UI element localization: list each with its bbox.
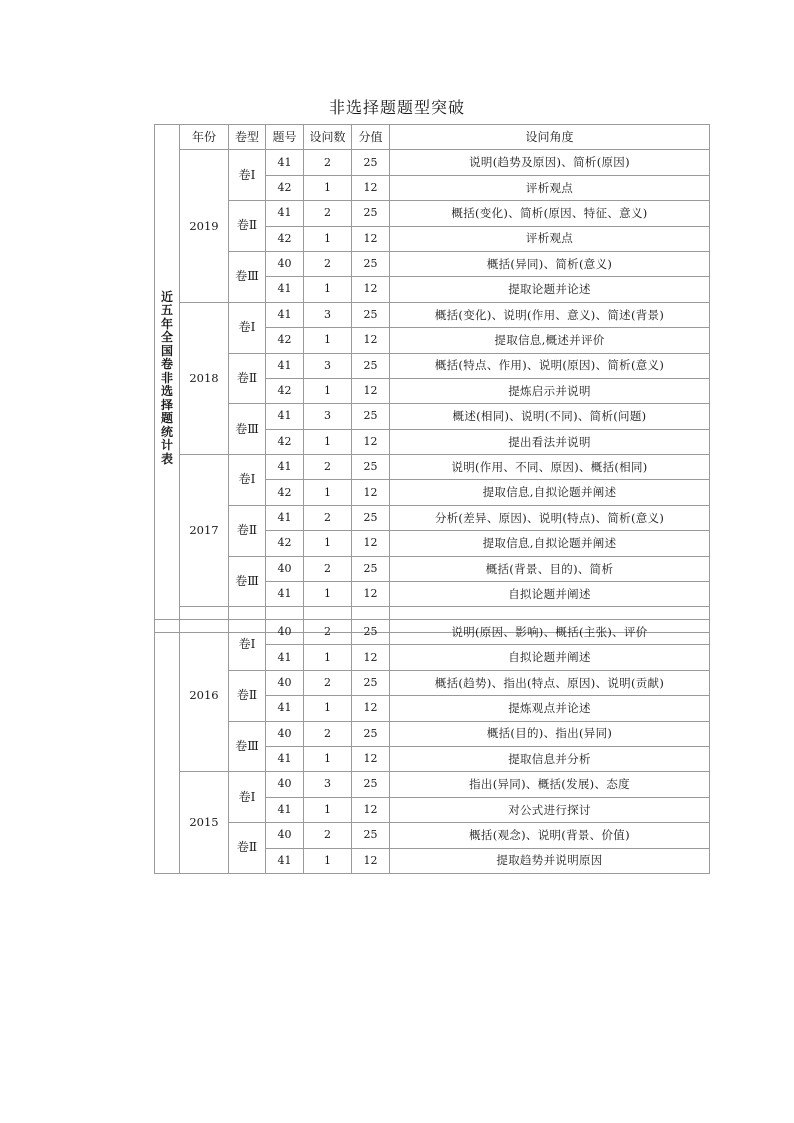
- question-count-cell: 1: [304, 797, 352, 822]
- angle-cell: 自拟论题并阐述: [390, 582, 710, 607]
- header-angle: 设问角度: [390, 125, 710, 150]
- table-row: [155, 404, 710, 429]
- paper-cell: 卷Ⅰ: [229, 455, 266, 506]
- question-count-cell: 1: [304, 328, 352, 353]
- question-count-cell: 1: [304, 175, 352, 200]
- question-count-cell: 2: [304, 620, 352, 645]
- score-cell: 25: [352, 353, 390, 378]
- score-cell: 12: [352, 328, 390, 353]
- angle-cell: 自拟论题并阐述: [390, 645, 710, 670]
- score-cell: 25: [352, 150, 390, 175]
- question-count-cell: 2: [304, 505, 352, 530]
- angle-cell: 提取趋势并说明原因: [390, 848, 710, 873]
- score-cell: 25: [352, 772, 390, 797]
- table-row: [155, 721, 710, 746]
- score-cell: 12: [352, 848, 390, 873]
- score-cell: 25: [352, 620, 390, 645]
- score-cell: 12: [352, 277, 390, 302]
- score-cell: 25: [352, 823, 390, 848]
- header-question-count: 设问数: [304, 125, 352, 150]
- score-cell: 12: [352, 378, 390, 403]
- angle-cell: 概括(趋势)、指出(特点、原因)、说明(贡献): [390, 670, 710, 695]
- question-no-cell: 41: [266, 353, 304, 378]
- angle-cell: 概括(特点、作用)、说明(原因)、简析(意义): [390, 353, 710, 378]
- side-label: [155, 125, 180, 633]
- paper-cell: 卷Ⅰ: [229, 302, 266, 353]
- angle-cell: 提炼观点并论述: [390, 696, 710, 721]
- table-row: [155, 201, 710, 226]
- paper-cell: 卷Ⅰ: [229, 620, 266, 671]
- question-count-cell: 2: [304, 823, 352, 848]
- score-cell: 12: [352, 480, 390, 505]
- table-row: [155, 455, 710, 480]
- score-cell: 12: [352, 531, 390, 556]
- question-count-cell: 1: [304, 531, 352, 556]
- angle-cell: 概括(变化)、简析(原因、特征、意义): [390, 201, 710, 226]
- table-row: [155, 251, 710, 276]
- question-no-cell: 42: [266, 175, 304, 200]
- header-row: [155, 125, 710, 150]
- angle-cell: 提取信息,概述并评价: [390, 328, 710, 353]
- header-year: 年份: [180, 125, 229, 150]
- question-no-cell: 40: [266, 823, 304, 848]
- question-no-cell: 40: [266, 721, 304, 746]
- question-no-cell: 42: [266, 226, 304, 251]
- question-no-cell: 41: [266, 455, 304, 480]
- question-no-cell: 40: [266, 670, 304, 695]
- question-count-cell: 1: [304, 277, 352, 302]
- angle-cell: 指出(异同)、概括(发展)、态度: [390, 772, 710, 797]
- stats-table-part2: [154, 619, 710, 874]
- year-cell: 2015: [180, 772, 229, 874]
- question-no-cell: 41: [266, 582, 304, 607]
- score-cell: 25: [352, 670, 390, 695]
- angle-cell: 对公式进行探讨: [390, 797, 710, 822]
- year-cell: 2018: [180, 302, 229, 454]
- question-no-cell: 41: [266, 150, 304, 175]
- question-no-cell: 40: [266, 772, 304, 797]
- question-count-cell: 2: [304, 251, 352, 276]
- score-cell: 25: [352, 201, 390, 226]
- question-count-cell: 1: [304, 645, 352, 670]
- page-title: 非选择题题型突破: [328, 98, 465, 117]
- angle-cell: 概括(观念)、说明(背景、价值): [390, 823, 710, 848]
- table-row: [155, 823, 710, 848]
- angle-cell: 评析观点: [390, 226, 710, 251]
- header-score: 分值: [352, 125, 390, 150]
- table-row: [155, 556, 710, 581]
- paper-cell: 卷Ⅱ: [229, 353, 266, 404]
- paper-cell: 卷Ⅱ: [229, 823, 266, 874]
- angle-cell: 概括(背景、目的)、简析: [390, 556, 710, 581]
- year-cell: 2019: [180, 150, 229, 302]
- score-cell: 25: [352, 505, 390, 530]
- question-no-cell: 41: [266, 277, 304, 302]
- angle-cell: 说明(作用、不同、原因)、概括(相同): [390, 455, 710, 480]
- question-count-cell: 2: [304, 556, 352, 581]
- question-count-cell: 1: [304, 226, 352, 251]
- score-cell: 12: [352, 429, 390, 454]
- paper-cell: 卷Ⅱ: [229, 201, 266, 252]
- angle-cell: 提取信息并分析: [390, 746, 710, 771]
- side-label-continued: [155, 620, 180, 874]
- question-no-cell: 42: [266, 378, 304, 403]
- score-cell: 12: [352, 746, 390, 771]
- angle-cell: 概括(变化)、说明(作用、意义)、简述(背景): [390, 302, 710, 327]
- score-cell: 25: [352, 455, 390, 480]
- question-no-cell: 41: [266, 848, 304, 873]
- question-count-cell: 1: [304, 848, 352, 873]
- paper-cell: 卷Ⅲ: [229, 251, 266, 302]
- angle-cell: 概括(目的)、指出(异同): [390, 721, 710, 746]
- question-no-cell: 41: [266, 797, 304, 822]
- paper-cell: 卷Ⅱ: [229, 670, 266, 721]
- question-no-cell: 42: [266, 429, 304, 454]
- score-cell: 12: [352, 645, 390, 670]
- question-no-cell: 41: [266, 645, 304, 670]
- score-cell: 12: [352, 226, 390, 251]
- question-count-cell: 3: [304, 404, 352, 429]
- stats-table-part1: [154, 124, 710, 633]
- angle-cell: 概括(异同)、简析(意义): [390, 251, 710, 276]
- question-count-cell: 1: [304, 480, 352, 505]
- question-count-cell: 1: [304, 429, 352, 454]
- question-no-cell: 41: [266, 696, 304, 721]
- question-no-cell: 41: [266, 302, 304, 327]
- question-no-cell: 41: [266, 505, 304, 530]
- question-count-cell: 3: [304, 772, 352, 797]
- table-row: [155, 353, 710, 378]
- score-cell: 12: [352, 797, 390, 822]
- question-count-cell: 1: [304, 378, 352, 403]
- score-cell: 12: [352, 582, 390, 607]
- score-cell: 12: [352, 175, 390, 200]
- question-no-cell: 40: [266, 556, 304, 581]
- question-count-cell: 2: [304, 670, 352, 695]
- paper-cell: 卷Ⅲ: [229, 721, 266, 772]
- question-no-cell: 40: [266, 620, 304, 645]
- question-no-cell: 41: [266, 746, 304, 771]
- question-no-cell: 40: [266, 251, 304, 276]
- angle-cell: 评析观点: [390, 175, 710, 200]
- table-row: [155, 670, 710, 695]
- table-row: [155, 505, 710, 530]
- angle-cell: 提出看法并说明: [390, 429, 710, 454]
- score-cell: 25: [352, 302, 390, 327]
- score-cell: 25: [352, 721, 390, 746]
- question-no-cell: 41: [266, 201, 304, 226]
- paper-cell: 卷Ⅲ: [229, 556, 266, 607]
- question-count-cell: 2: [304, 201, 352, 226]
- angle-cell: 说明(趋势及原因)、简析(原因): [390, 150, 710, 175]
- paper-cell: 卷Ⅱ: [229, 505, 266, 556]
- angle-cell: 提取信息,自拟论题并阐述: [390, 480, 710, 505]
- angle-cell: 提取论题并论述: [390, 277, 710, 302]
- table-row: [155, 772, 710, 797]
- question-count-cell: 2: [304, 150, 352, 175]
- header-question-no: 题号: [266, 125, 304, 150]
- year-cell: 2017: [180, 455, 229, 607]
- score-cell: 25: [352, 556, 390, 581]
- question-count-cell: 2: [304, 721, 352, 746]
- angle-cell: 说明(原因、影响)、概括(主张)、评价: [390, 620, 710, 645]
- question-count-cell: 3: [304, 353, 352, 378]
- score-cell: 12: [352, 696, 390, 721]
- year-cell: 2016: [180, 620, 229, 772]
- question-count-cell: 3: [304, 302, 352, 327]
- paper-cell: 卷Ⅰ: [229, 772, 266, 823]
- question-count-cell: 1: [304, 696, 352, 721]
- question-count-cell: 2: [304, 455, 352, 480]
- table-row: [155, 620, 710, 645]
- angle-cell: 提炼启示并说明: [390, 378, 710, 403]
- header-paper: 卷型: [229, 125, 266, 150]
- angle-cell: 概述(相同)、说明(不同)、简析(问题): [390, 404, 710, 429]
- paper-cell: 卷Ⅲ: [229, 404, 266, 455]
- table-row: [155, 150, 710, 175]
- score-cell: 25: [352, 404, 390, 429]
- angle-cell: 提取信息,自拟论题并阐述: [390, 531, 710, 556]
- question-no-cell: 42: [266, 531, 304, 556]
- question-no-cell: 42: [266, 480, 304, 505]
- paper-cell: 卷Ⅰ: [229, 150, 266, 201]
- question-count-cell: 1: [304, 746, 352, 771]
- score-cell: 25: [352, 251, 390, 276]
- question-count-cell: 1: [304, 582, 352, 607]
- question-no-cell: 41: [266, 404, 304, 429]
- angle-cell: 分析(差异、原因)、说明(特点)、简析(意义): [390, 505, 710, 530]
- table-row: [155, 302, 710, 327]
- side-label-text: 近五年全国卷非选择题统计表: [160, 289, 173, 466]
- question-no-cell: 42: [266, 328, 304, 353]
